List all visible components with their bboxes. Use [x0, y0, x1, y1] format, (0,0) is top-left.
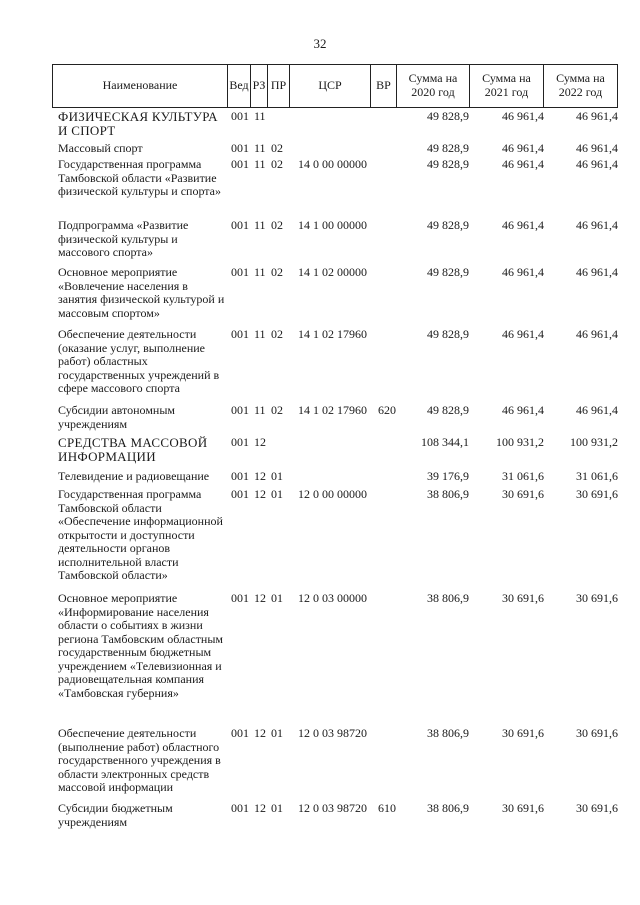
row-rz: 12	[254, 726, 266, 740]
row-sum-2020: 38 806,9	[427, 801, 469, 815]
row-name: Телевидение и радиовещание	[58, 469, 210, 483]
row-name: Государственная программа Тамбовской области «Развитие физической культуры и спорта»	[58, 157, 222, 198]
row-ved: 001	[231, 591, 249, 605]
row-sum-2021: 46 961,4	[502, 327, 544, 341]
row-sum-2020: 49 828,9	[427, 403, 469, 417]
row-rz: 11	[254, 157, 266, 171]
row-name: ФИЗИЧЕСКАЯ КУЛЬТУРА И СПОРТ	[58, 109, 218, 138]
row-rz: 11	[254, 327, 266, 341]
row-sum-2022: 46 961,4	[576, 218, 618, 232]
row-ved: 001	[231, 469, 249, 483]
row-ved: 001	[231, 801, 249, 815]
row-pr: 01	[271, 591, 283, 605]
row-name: Подпрограмма «Развитие физической культуры и массового спорта»	[58, 218, 189, 259]
row-ved: 001	[231, 435, 249, 449]
row-sum-2022: 30 691,6	[576, 591, 618, 605]
row-sum-2022: 46 961,4	[576, 141, 618, 155]
header-sum-2021: Сумма на 2021 год	[470, 64, 544, 108]
row-csr: 14 1 02 17960	[298, 327, 367, 341]
row-pr: 01	[271, 469, 283, 483]
row-sum-2022: 46 961,4	[576, 403, 618, 417]
row-sum-2022: 46 961,4	[576, 157, 618, 171]
row-pr: 02	[271, 327, 283, 341]
row-rz: 12	[254, 801, 266, 815]
row-sum-2020: 108 344,1	[421, 435, 469, 449]
row-sum-2020: 38 806,9	[427, 487, 469, 501]
row-sum-2021: 30 691,6	[502, 487, 544, 501]
row-ved: 001	[231, 327, 249, 341]
row-rz: 11	[254, 265, 266, 279]
row-sum-2021: 30 691,6	[502, 801, 544, 815]
row-sum-2020: 39 176,9	[427, 469, 469, 483]
row-name: Массовый спорт	[58, 141, 143, 155]
header-pr: ПР	[268, 64, 290, 108]
header-rz: РЗ	[251, 64, 268, 108]
row-sum-2021: 100 931,2	[496, 435, 544, 449]
row-sum-2020: 49 828,9	[427, 327, 469, 341]
row-sum-2021: 46 961,4	[502, 109, 544, 123]
row-sum-2021: 46 961,4	[502, 403, 544, 417]
row-sum-2022: 30 691,6	[576, 801, 618, 815]
row-sum-2021: 46 961,4	[502, 141, 544, 155]
row-rz: 11	[254, 141, 266, 155]
row-rz: 11	[254, 218, 266, 232]
row-rz: 12	[254, 435, 266, 449]
row-name: СРЕДСТВА МАССОВОЙ ИНФОРМАЦИИ	[58, 435, 208, 464]
row-sum-2020: 49 828,9	[427, 109, 469, 123]
row-sum-2021: 30 691,6	[502, 726, 544, 740]
row-sum-2021: 31 061,6	[502, 469, 544, 483]
row-csr: 14 0 00 00000	[298, 157, 367, 171]
row-sum-2022: 30 691,6	[576, 726, 618, 740]
row-ved: 001	[231, 218, 249, 232]
row-pr: 01	[271, 487, 283, 501]
row-sum-2022: 46 961,4	[576, 109, 618, 123]
row-sum-2021: 46 961,4	[502, 218, 544, 232]
row-name: Основное мероприятие «Информирование населения области о событиях в жизни региона Тамбовским областным государственным бюджетным учреждением «Телевизионная и радиовещательная компания «Тамбовская губерния»	[58, 591, 224, 700]
row-name: Субсидии бюджетным учреждениям	[58, 801, 173, 829]
row-csr: 14 1 00 00000	[298, 218, 367, 232]
row-csr: 12 0 03 98720	[298, 801, 367, 815]
row-sum-2020: 49 828,9	[427, 157, 469, 171]
header-vr: ВР	[371, 64, 397, 108]
row-ved: 001	[231, 141, 249, 155]
row-name: Субсидии автономным учреждениям	[58, 403, 175, 431]
row-rz: 11	[254, 109, 266, 123]
row-name: Основное мероприятие «Вовлечение населения в занятия физической культурой и массовым спортом»	[58, 265, 225, 320]
row-sum-2021: 30 691,6	[502, 591, 544, 605]
row-csr: 14 1 02 17960	[298, 403, 367, 417]
row-sum-2022: 46 961,4	[576, 327, 618, 341]
row-ved: 001	[231, 265, 249, 279]
row-sum-2020: 38 806,9	[427, 726, 469, 740]
row-ved: 001	[231, 487, 249, 501]
row-sum-2022: 31 061,6	[576, 469, 618, 483]
row-name: Государственная программа Тамбовской области «Обеспечение информационной открытости и доступности деятельности органов исполнительной власти Тамбовской области»	[58, 487, 223, 582]
row-name: Обеспечение деятельности (оказание услуг, выполнение работ) областных государственных учреждений в сфере массового спорта	[58, 327, 220, 395]
row-sum-2022: 46 961,4	[576, 265, 618, 279]
row-csr: 12 0 03 00000	[298, 591, 367, 605]
row-pr: 02	[271, 403, 283, 417]
row-pr: 02	[271, 157, 283, 171]
row-sum-2020: 49 828,9	[427, 141, 469, 155]
row-pr: 01	[271, 801, 283, 815]
row-sum-2022: 30 691,6	[576, 487, 618, 501]
row-pr: 02	[271, 265, 283, 279]
row-ved: 001	[231, 726, 249, 740]
row-rz: 12	[254, 591, 266, 605]
row-ved: 001	[231, 403, 249, 417]
header-csr: ЦСР	[290, 64, 371, 108]
row-rz: 11	[254, 403, 266, 417]
row-csr: 12 0 00 00000	[298, 487, 367, 501]
row-rz: 12	[254, 487, 266, 501]
row-sum-2021: 46 961,4	[502, 265, 544, 279]
row-vr: 610	[378, 801, 396, 815]
row-csr: 14 1 02 00000	[298, 265, 367, 279]
header-name: Наименование	[52, 64, 228, 108]
row-vr: 620	[378, 403, 396, 417]
row-csr: 12 0 03 98720	[298, 726, 367, 740]
header-sum-2020: Сумма на 2020 год	[397, 64, 470, 108]
row-sum-2020: 49 828,9	[427, 265, 469, 279]
row-sum-2020: 49 828,9	[427, 218, 469, 232]
row-pr: 02	[271, 141, 283, 155]
row-sum-2020: 38 806,9	[427, 591, 469, 605]
header-sum-2022: Сумма на 2022 год	[544, 64, 618, 108]
header-ved: Вед	[228, 64, 251, 108]
row-pr: 02	[271, 218, 283, 232]
row-name: Обеспечение деятельности (выполнение работ) областного государственного учреждения в области электронных средств массовой информации	[58, 726, 221, 794]
row-ved: 001	[231, 109, 249, 123]
row-rz: 12	[254, 469, 266, 483]
row-pr: 01	[271, 726, 283, 740]
row-sum-2021: 46 961,4	[502, 157, 544, 171]
page-number: 32	[313, 36, 327, 51]
row-ved: 001	[231, 157, 249, 171]
row-sum-2022: 100 931,2	[570, 435, 618, 449]
